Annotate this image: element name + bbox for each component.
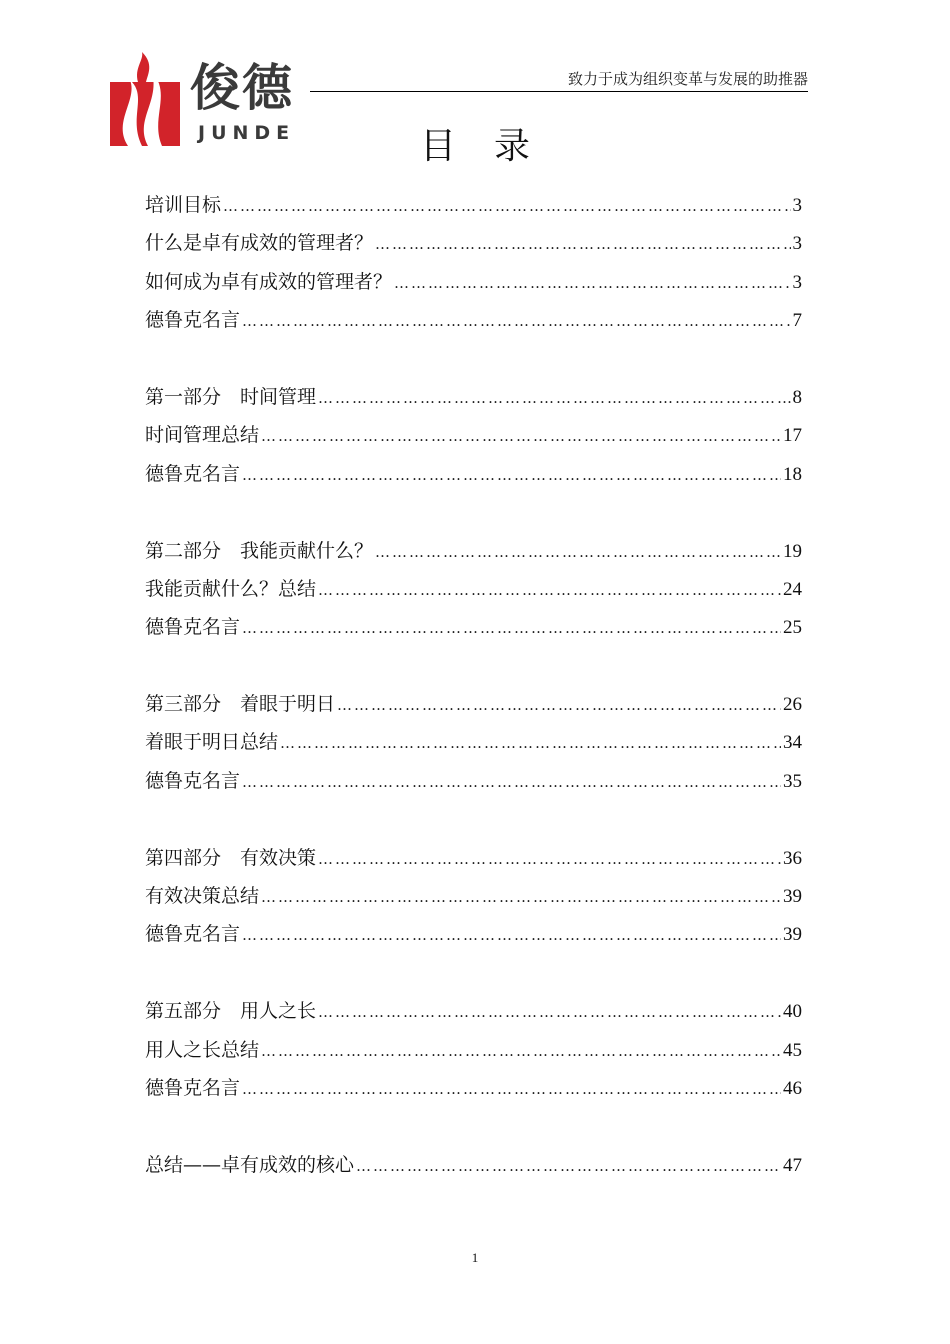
toc-entry-label: 用人之长总结 (145, 1038, 260, 1061)
toc-dot-leader (280, 728, 781, 758)
toc-entry-page: 3 (792, 271, 802, 293)
toc-entry[interactable] (145, 1150, 802, 1180)
toc-entry-page: 34 (783, 732, 802, 754)
toc-dot-leader (318, 575, 781, 605)
logo-english-text: JUNDE (198, 122, 296, 144)
toc-entry-label: 总结——卓有成效的核心 (145, 1153, 355, 1176)
logo-chinese-text: 俊德 (190, 59, 294, 117)
toc-entry-label: 时间管理总结 (145, 424, 260, 447)
toc-entry-page: 36 (783, 847, 802, 869)
toc-entry-label: 第四部分 有效决策 (145, 846, 317, 869)
toc-dot-leader (375, 537, 781, 567)
toc-entry[interactable] (145, 919, 802, 949)
page-title: 目录 (419, 126, 568, 167)
toc-entry[interactable] (145, 420, 802, 450)
toc-entry-page: 45 (783, 1039, 802, 1061)
toc-entry-page: 35 (783, 770, 802, 792)
toc-entry[interactable] (145, 228, 802, 258)
toc-entry-label: 如何成为卓有成效的管理者？ (145, 270, 393, 293)
toc-entry[interactable] (145, 305, 802, 335)
toc-entry[interactable] (145, 267, 802, 297)
toc-dot-leader (318, 844, 781, 874)
toc-entry-page: 47 (783, 1154, 802, 1176)
toc-entry-page: 26 (783, 694, 802, 716)
toc-entry-page: 7 (792, 309, 802, 331)
toc-entry-label: 第五部分 用人之长 (145, 1000, 317, 1023)
toc-dot-leader (242, 920, 781, 950)
toc-dot-leader (242, 460, 781, 490)
toc-dot-leader (261, 1036, 781, 1066)
toc-entry-label: 培训目标 (145, 194, 222, 216)
toc-entry-page: 25 (783, 617, 802, 639)
toc-dot-leader (242, 613, 781, 643)
toc-dot-leader (375, 229, 790, 259)
toc-dot-leader (242, 767, 781, 797)
toc-entry[interactable] (145, 689, 802, 719)
toc-entry-label: 德鲁克名言 (145, 1076, 241, 1099)
toc-dot-leader (337, 690, 781, 720)
toc-entry-label: 德鲁克名言 (145, 308, 241, 331)
toc-entry[interactable] (145, 612, 802, 642)
toc-dot-leader (261, 421, 781, 451)
toc-entry-page: 24 (783, 578, 802, 600)
toc-entry[interactable] (145, 843, 802, 873)
toc-entry[interactable] (145, 382, 802, 412)
toc-entry-page: 39 (783, 924, 802, 946)
toc-entry[interactable] (145, 574, 802, 604)
toc-entry[interactable] (145, 996, 802, 1026)
toc-dot-leader (223, 191, 790, 221)
toc-entry-label: 第三部分 着眼于明日 (145, 693, 336, 716)
toc-entry-label: 第二部分 我能贡献什么？ (145, 539, 374, 562)
toc-entry-page: 8 (792, 386, 802, 408)
page-number: 1 (471, 1250, 479, 1265)
toc-entry-label: 着眼于明日总结 (145, 731, 279, 754)
toc-entry[interactable] (145, 881, 802, 911)
toc-dot-leader (242, 1074, 781, 1104)
toc-entry-label: 什么是卓有成效的管理者？ (145, 232, 374, 255)
toc-entry[interactable] (145, 459, 802, 489)
toc-entry[interactable] (145, 1073, 802, 1103)
toc-dot-leader (356, 1151, 781, 1181)
toc-dot-leader (394, 268, 790, 298)
toc-entry-page: 39 (783, 886, 802, 907)
toc-entry-page: 3 (792, 233, 802, 255)
toc-entry-label: 有效决策总结 (145, 885, 260, 907)
toc-dot-leader (318, 383, 790, 413)
toc-entry[interactable] (145, 1035, 802, 1065)
toc-entry[interactable] (145, 536, 802, 566)
toc-entry[interactable] (145, 766, 802, 796)
toc-entry-label: 德鲁克名言 (145, 923, 241, 946)
toc-entry-label: 我能贡献什么？总结 (145, 577, 317, 600)
toc-entry-page: 46 (783, 1077, 802, 1099)
toc-entry-page: 17 (783, 425, 802, 447)
toc-dot-leader (261, 882, 781, 912)
toc-entry[interactable] (145, 190, 802, 220)
toc-entry-label: 德鲁克名言 (145, 462, 241, 485)
toc-entry-page: 40 (783, 1001, 802, 1023)
toc-entry[interactable] (145, 727, 802, 757)
toc-dot-leader (242, 306, 790, 336)
toc-entry-label: 德鲁克名言 (145, 616, 241, 639)
toc-entry-page: 19 (783, 540, 802, 562)
toc-entry-page: 18 (783, 463, 802, 485)
toc-entry-label: 第一部分 时间管理 (145, 385, 317, 408)
header-tagline: 致力于成为组织变革与发展的助推器 (567, 70, 808, 88)
toc-entry-page: 3 (792, 195, 802, 216)
toc-dot-leader (318, 997, 781, 1027)
toc-entry-label: 德鲁克名言 (145, 769, 241, 792)
header-rule (310, 91, 808, 92)
